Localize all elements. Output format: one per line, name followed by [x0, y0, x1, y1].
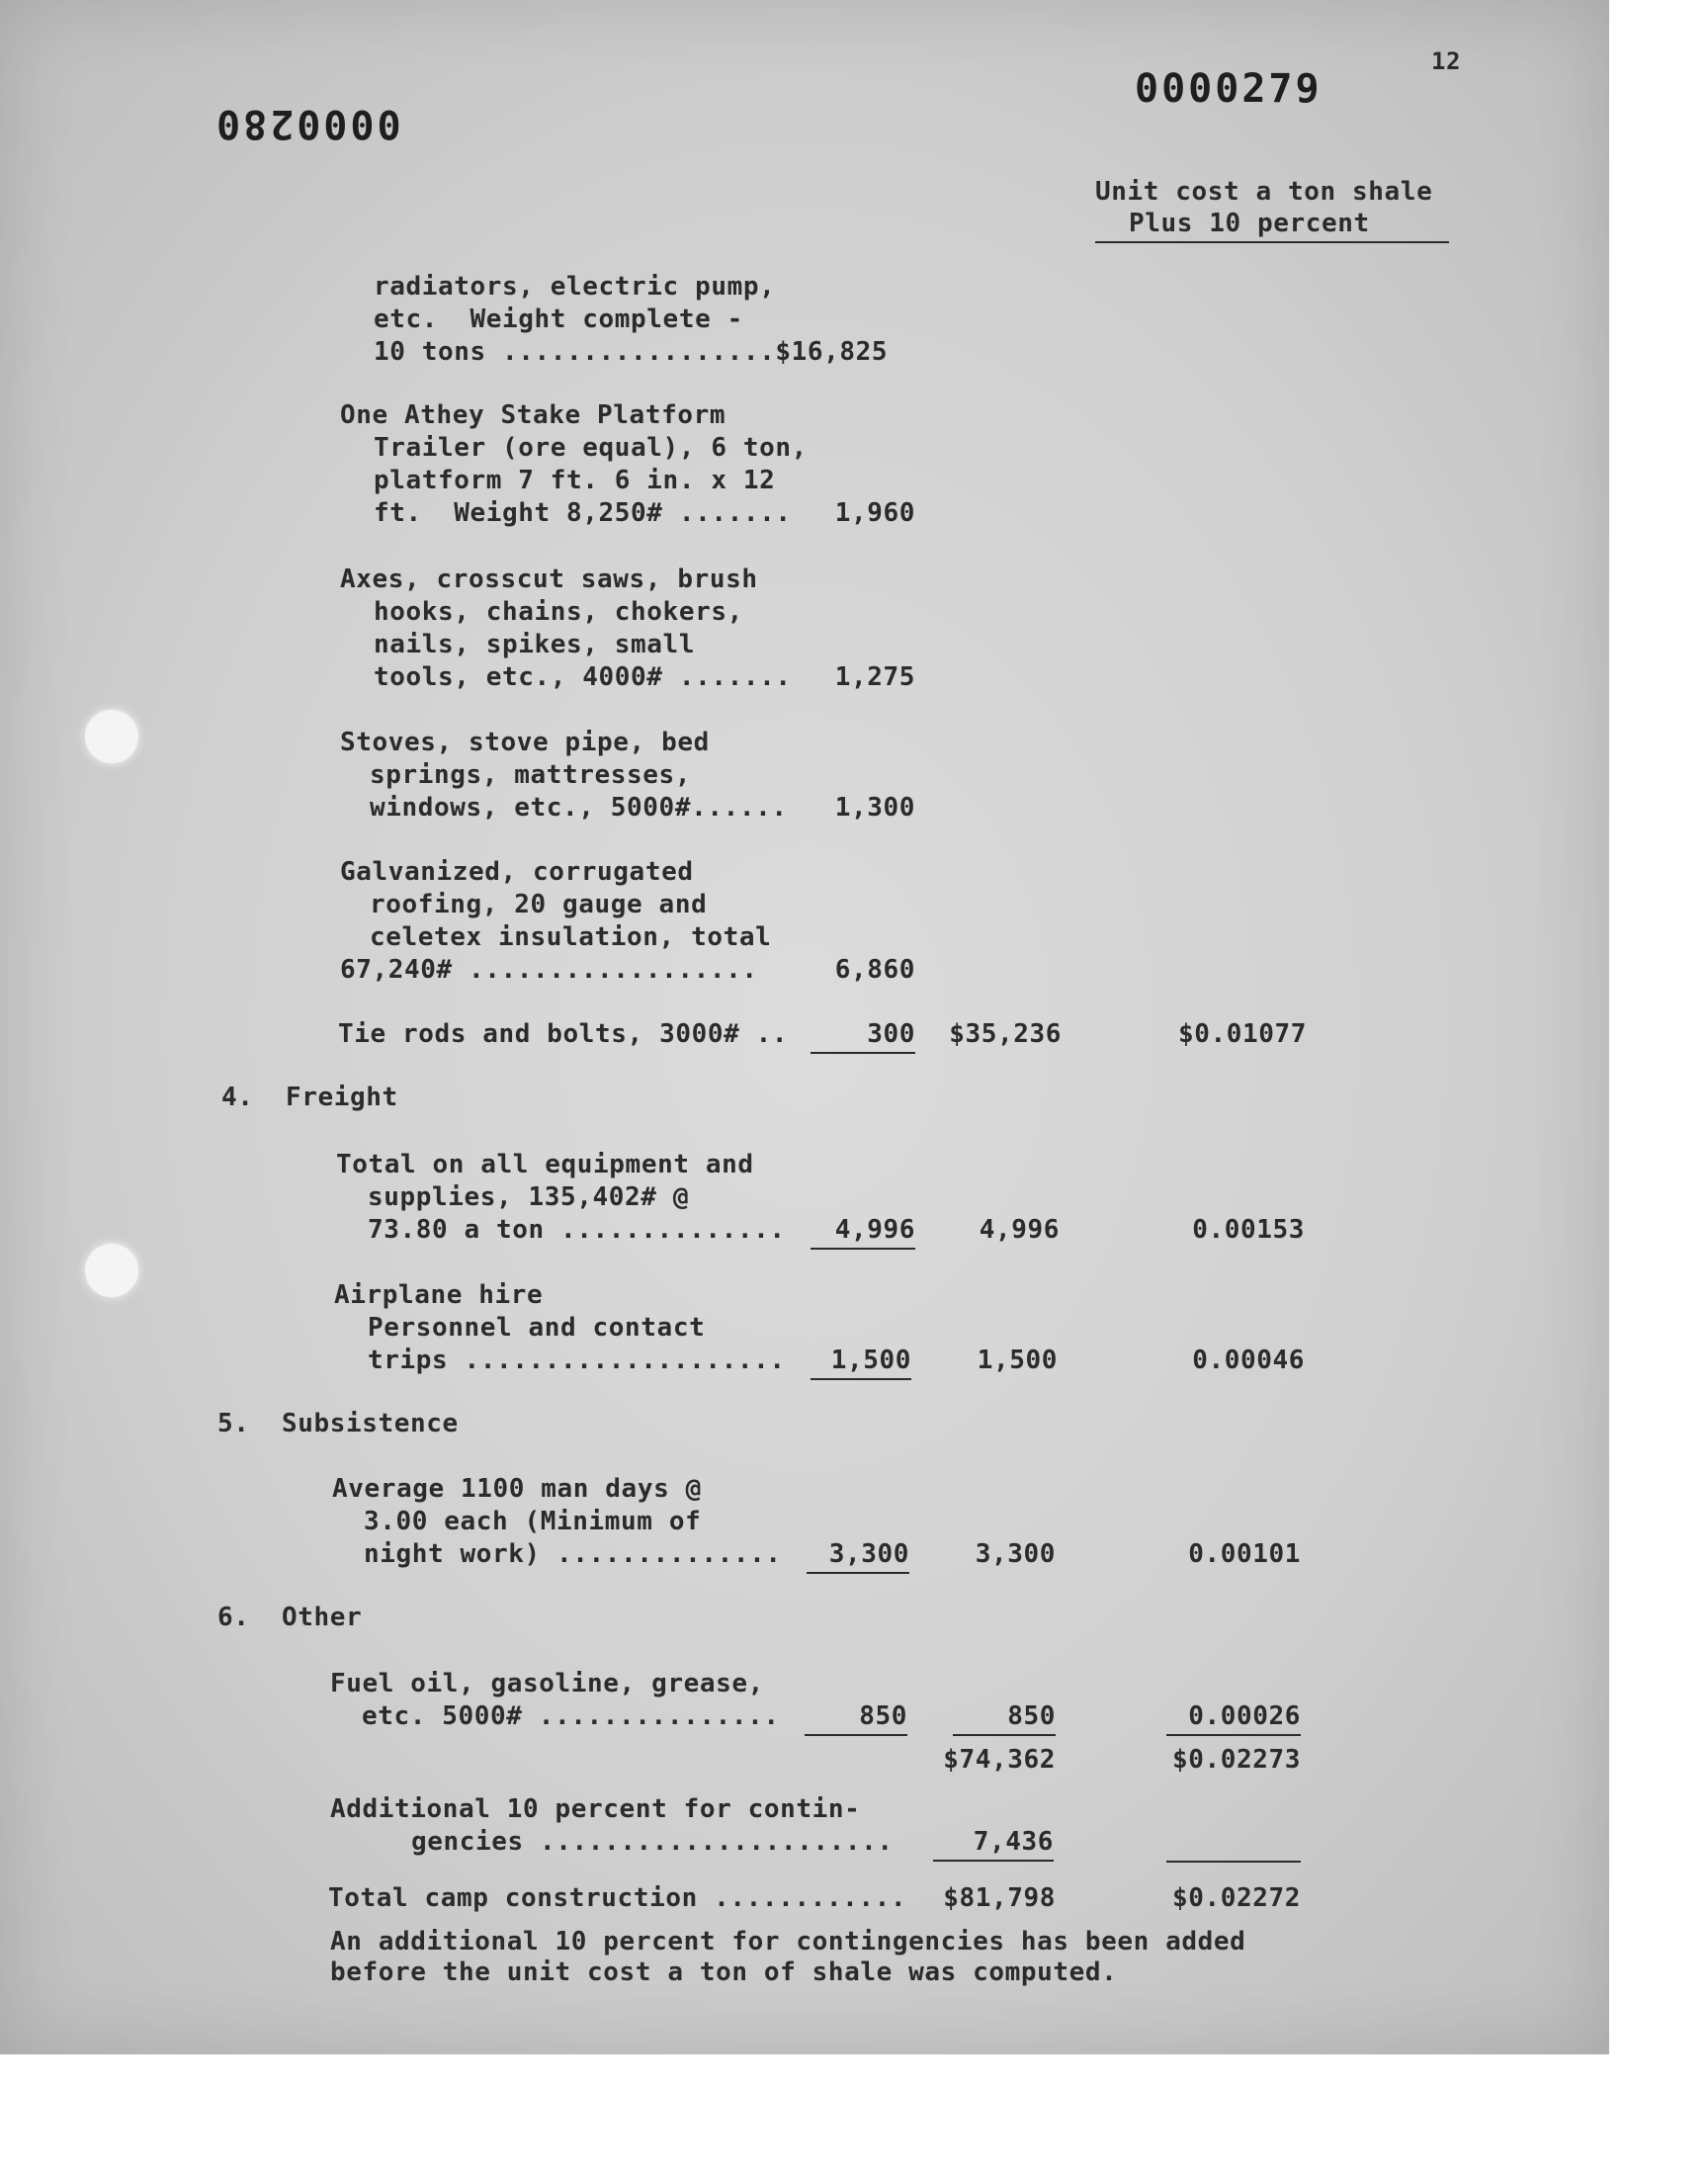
item-text: tools, etc., 4000# .......	[374, 662, 792, 692]
item-unit-cost: 0.00026	[1166, 1700, 1301, 1736]
camp-total-amount: $81,798	[943, 1883, 1056, 1913]
item-unit-cost: 0.00101	[1188, 1539, 1301, 1569]
item-text: windows, etc., 5000#......	[370, 793, 788, 823]
item-text: ft. Weight 8,250# .......	[374, 498, 792, 528]
header-underline	[1095, 241, 1449, 243]
page-number: 12	[1431, 47, 1462, 75]
item-text: Galvanized, corrugated	[340, 857, 694, 887]
item-text: 73.80 a ton ..............	[368, 1215, 786, 1245]
item-text: 3.00 each (Minimum of	[364, 1507, 702, 1536]
contingency-text: gencies ......................	[411, 1827, 894, 1857]
item-subtotal: 1,500	[977, 1346, 1058, 1375]
item-subtotal: $35,236	[949, 1019, 1062, 1049]
item-text: Stoves, stove pipe, bed	[340, 728, 710, 757]
grand-unit-cost: $0.02273	[1171, 1745, 1301, 1775]
item-text: Trailer (ore equal), 6 ton,	[374, 433, 808, 463]
item-text: platform 7 ft. 6 in. x 12	[374, 466, 776, 495]
item-text: nails, spikes, small	[374, 630, 696, 659]
section-heading: 5. Subsistence	[217, 1409, 459, 1438]
contingency-text: Additional 10 percent for contin-	[330, 1794, 861, 1824]
item-text: Fuel oil, gasoline, grease,	[330, 1669, 764, 1698]
contingency-amount: 7,436	[933, 1826, 1054, 1862]
footnote: An additional 10 percent for contingencies has been added	[330, 1927, 1246, 1957]
footnote: before the unit cost a ton of shale was computed.	[330, 1958, 1118, 1987]
item-text: night work) ..............	[364, 1539, 782, 1569]
item-text: etc. Weight complete -	[374, 304, 743, 334]
stamp-number-left: 0000280	[214, 101, 401, 146]
item-text: celetex insulation, total	[370, 922, 772, 952]
item-text: Average 1100 man days @	[332, 1474, 702, 1504]
camp-total-label: Total camp construction ............	[328, 1883, 907, 1913]
item-unit-cost: 0.00153	[1192, 1215, 1305, 1245]
item-unit-cost: 0.00046	[1192, 1346, 1305, 1375]
item-text: Total on all equipment and	[336, 1150, 754, 1179]
punch-hole	[85, 1244, 138, 1297]
item-text: Personnel and contact	[368, 1313, 706, 1343]
item-text: springs, mattresses,	[370, 760, 692, 790]
item-text: Airplane hire	[334, 1280, 544, 1310]
item-text: Tie rods and bolts, 3000# ..	[338, 1019, 789, 1049]
item-subtotal: 3,300	[975, 1539, 1056, 1569]
item-text: etc. 5000# ...............	[362, 1701, 780, 1731]
item-subtotal: 4,996	[979, 1215, 1060, 1245]
item-text: One Athey Stake Platform	[340, 400, 726, 430]
item-text: supplies, 135,402# @	[368, 1182, 690, 1212]
punch-hole	[85, 710, 138, 763]
stamp-number-right: 0000279	[1135, 66, 1323, 112]
section-heading: 6. Other	[217, 1603, 363, 1632]
item-amount: 1,500	[811, 1345, 911, 1380]
item-amount: 850	[805, 1700, 907, 1736]
item-unit-cost: $0.01077	[1177, 1019, 1307, 1049]
item-text: trips ....................	[368, 1346, 786, 1375]
item-amount: 4,996	[811, 1214, 915, 1250]
item-amount: 1,275	[834, 662, 915, 692]
item-subtotal: 850	[953, 1700, 1056, 1736]
column-header-line2: Plus 10 percent	[1129, 209, 1370, 238]
item-amount: 1,960	[834, 498, 915, 528]
item-text: radiators, electric pump,	[374, 272, 776, 302]
item-amount: 6,860	[834, 955, 915, 985]
contingency-unit-blank-line	[1166, 1861, 1301, 1863]
item-amount: 1,300	[834, 793, 915, 823]
grand-subtotal: $74,362	[943, 1745, 1056, 1775]
camp-total-unit-cost: $0.02272	[1171, 1883, 1301, 1913]
item-text: Axes, crosscut saws, brush	[340, 565, 758, 594]
section-heading: 4. Freight	[221, 1083, 398, 1112]
item-text: 10 tons .................$16,825	[374, 337, 889, 367]
item-amount: 300	[811, 1018, 915, 1054]
item-text: roofing, 20 gauge and	[370, 890, 708, 919]
item-amount: 3,300	[807, 1538, 909, 1574]
item-text: hooks, chains, chokers,	[374, 597, 743, 627]
item-text: 67,240# ..................	[340, 955, 758, 985]
column-header-line1: Unit cost a ton shale	[1095, 177, 1433, 207]
